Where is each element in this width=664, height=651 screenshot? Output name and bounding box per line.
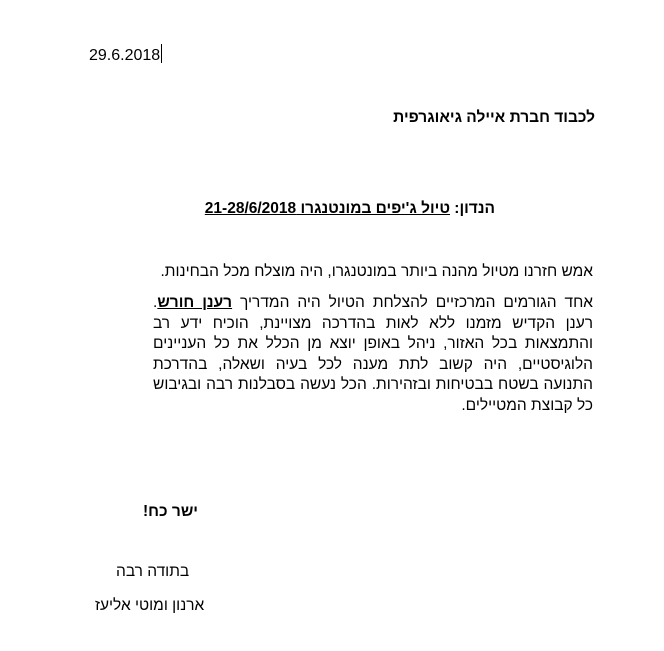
guide-name: רענן חורש <box>157 294 233 311</box>
paragraph-guide-rest: . רענן הקדיש מזמנו ללא לאות בהדרכה מצויינת, הוכיח ידע רב והתמצאות בכל האזור, ניהל באופן יוצא מן הכלל את כל העניינים הלוגיסטיים, היה קשוב לתת מענה לכל בעיה ושאלה, בהדרכת התנועה בשטח בבטיחות ובזהירות. הכל נעשה בסבלנות רבה ובגיבוש כל קבוצת המטיילים. <box>153 294 593 414</box>
text-cursor <box>161 44 162 63</box>
date-text: 29.6.2018 <box>89 47 161 64</box>
letter-addressee: לכבוד חברת איילה גיאוגרפית <box>393 109 595 126</box>
letter-date <box>89 44 162 66</box>
closing-thanks: בתודה רבה <box>116 563 190 580</box>
signers: ארנון ומוטי אליעז <box>95 597 205 614</box>
paragraph-guide <box>153 293 593 416</box>
subject-prefix: הנדון: <box>449 200 495 217</box>
closing-cheer: ישר כח! <box>143 503 198 520</box>
letter-subject <box>205 200 495 218</box>
paragraph-intro: אמש חזרנו מטיול מהנה ביותר במונטנגרו, היה מוצלח מכל הבחינות. <box>160 263 593 280</box>
paragraph-guide-start: אחד הגורמים המרכזיים להצלחת הטיול היה המדריך <box>232 294 594 311</box>
subject-title: טיול ג'יפים במונטנגרו 21-28/6/2018 <box>204 200 450 217</box>
